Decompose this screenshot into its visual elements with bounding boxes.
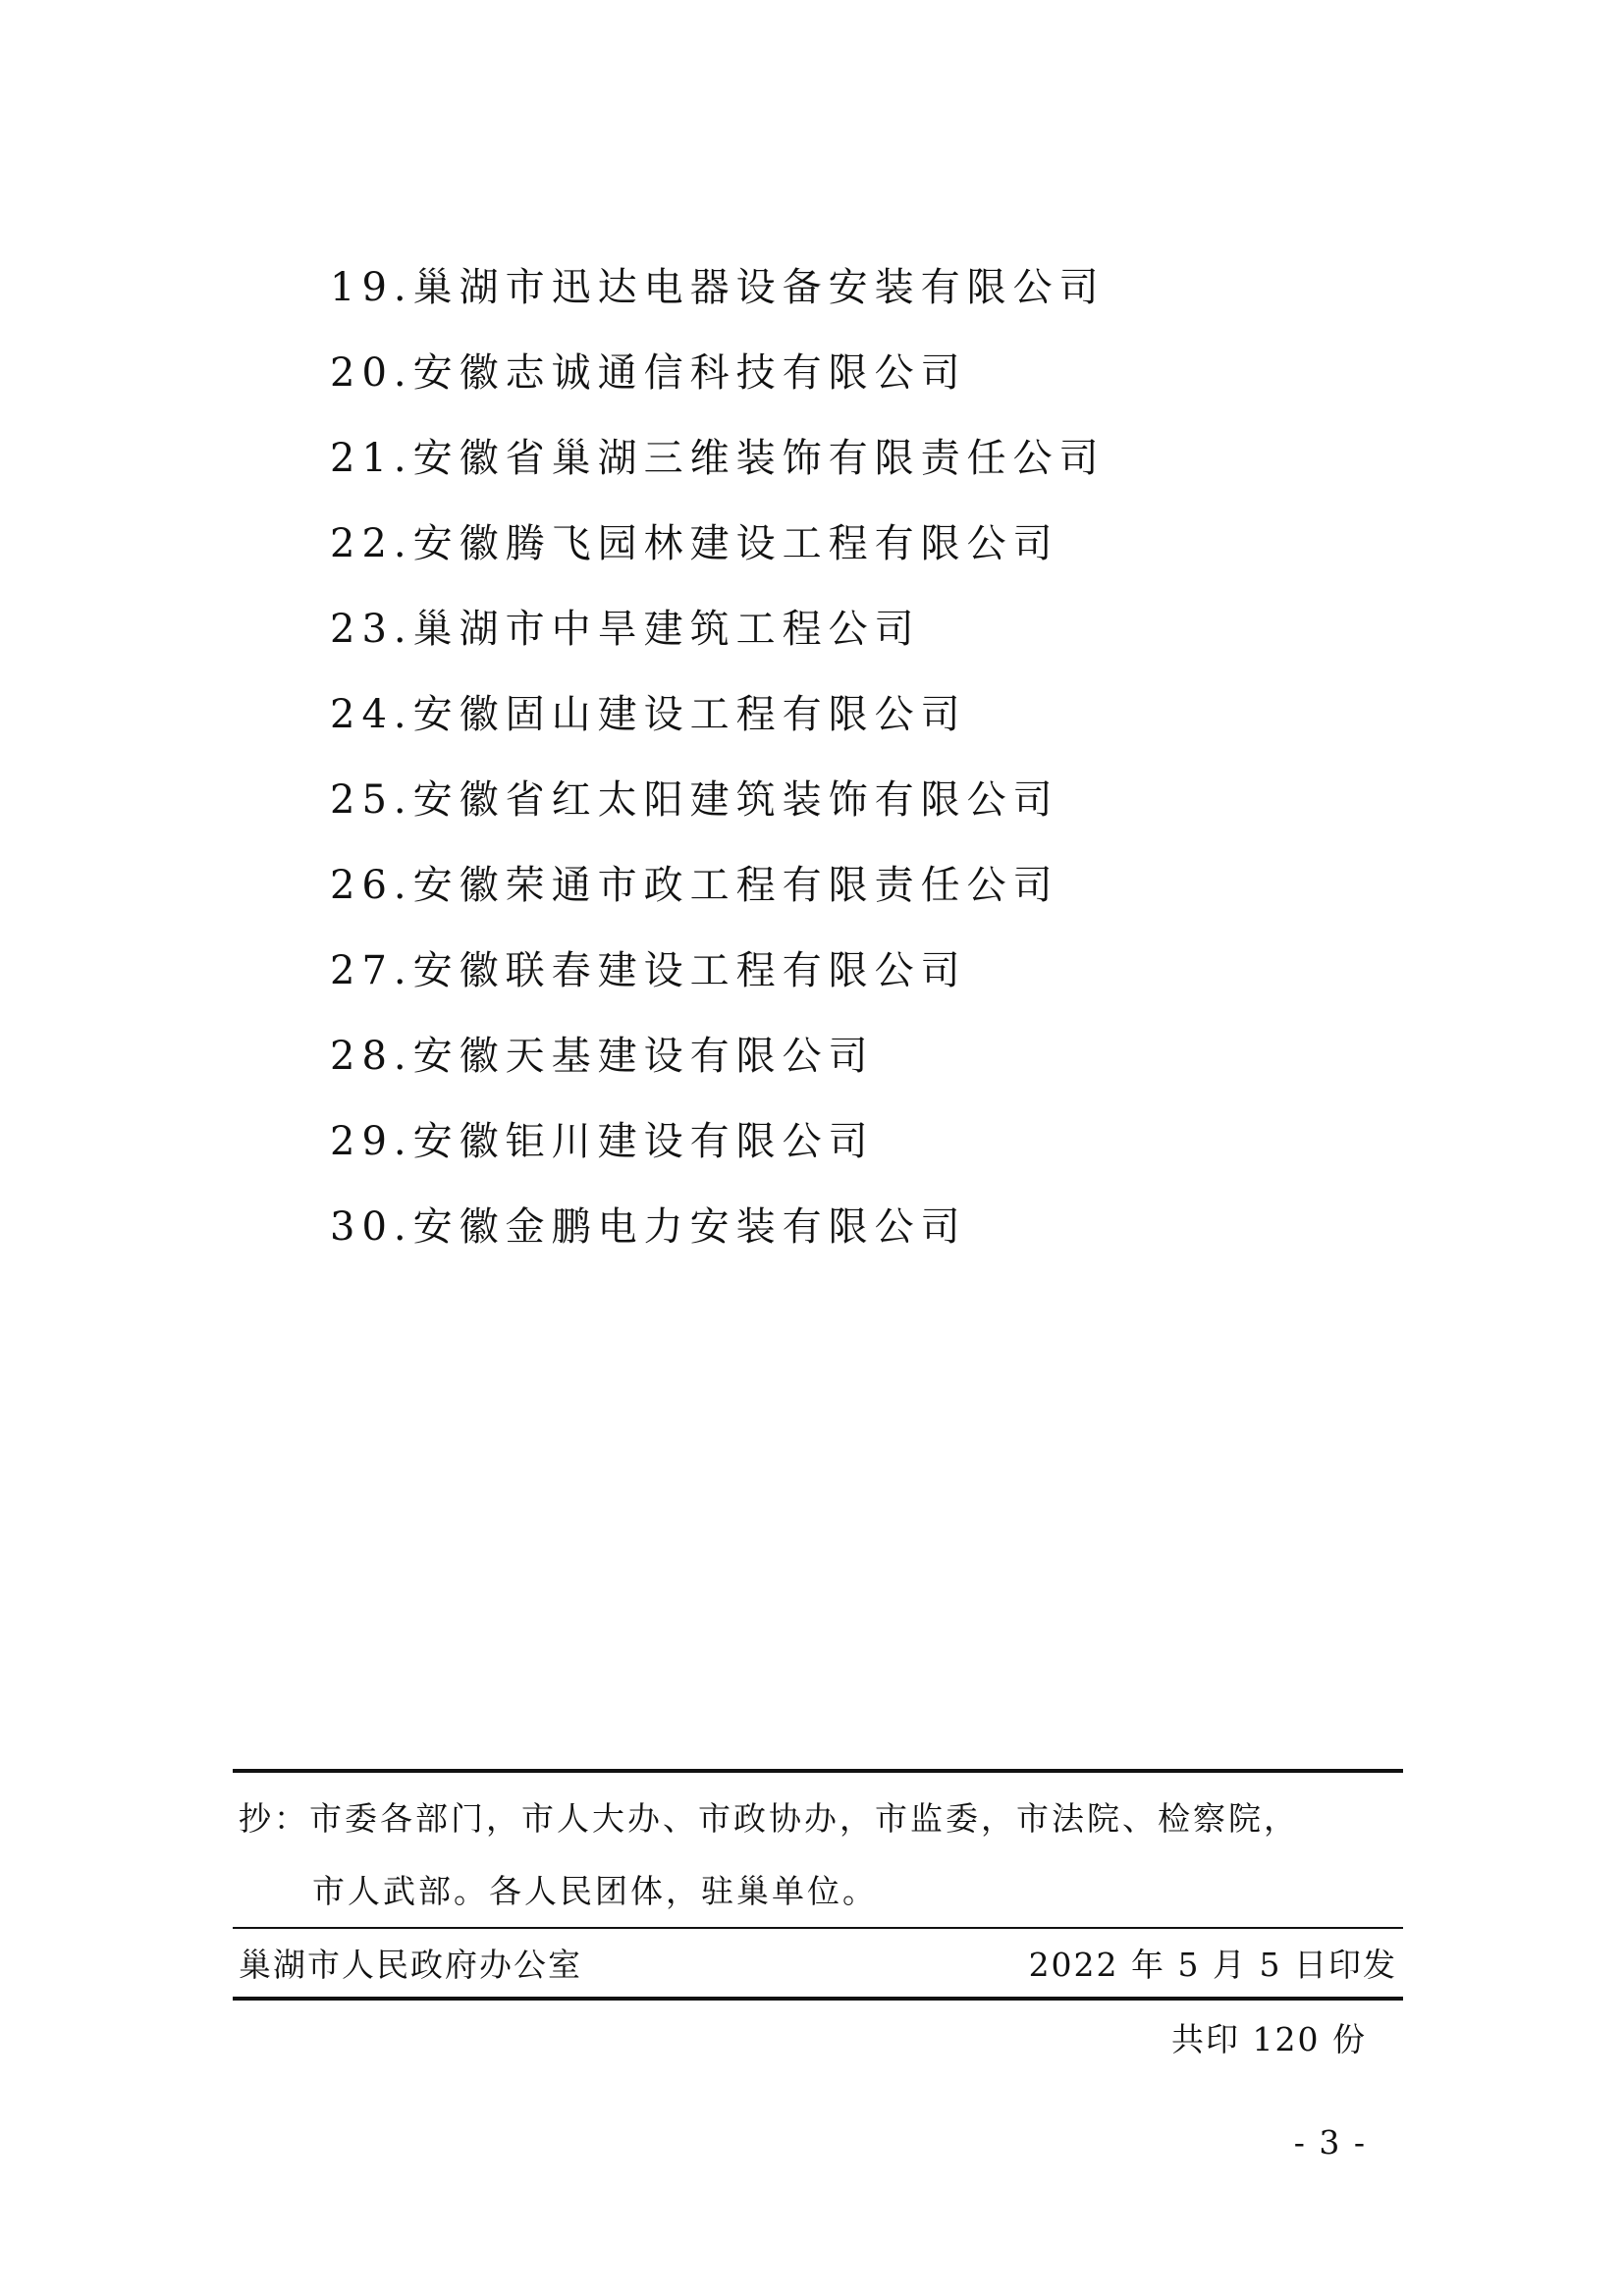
issuer: 巢湖市人民政府办公室: [239, 1946, 582, 1984]
list-item: 30.安徽金鹏电力安装有限公司: [330, 1204, 967, 1250]
list-item: 23.巢湖市中旱建筑工程公司: [330, 607, 921, 652]
cc-line-1: [239, 1783, 1397, 1855]
footer-top-rule: [233, 1769, 1403, 1773]
list-item: 28.安徽天基建设有限公司: [330, 1034, 875, 1079]
issuer-row: [239, 1936, 1397, 1995]
list-item: 19.巢湖市迅达电器设备安装有限公司: [330, 265, 1106, 310]
footer-middle-rule: [233, 1927, 1403, 1929]
list-item: 29.安徽钜川建设有限公司: [330, 1119, 875, 1164]
footer-bottom-rule: [233, 1997, 1403, 2001]
cc-block: [239, 1783, 1397, 1928]
list-item: 20.安徽志诚通信科技有限公司: [330, 350, 967, 396]
cc-prefix: 抄：: [239, 1799, 309, 1838]
copies-count: 共印 120 份: [1171, 2020, 1367, 2058]
company-list: [330, 245, 1106, 1270]
list-item: 22.安徽腾飞园林建设工程有限公司: [330, 521, 1059, 566]
cc-recipients-1: 市委各部门，市人大办、市政协办，市监委，市法院、检察院，: [309, 1799, 1299, 1838]
list-item: 21.安徽省巢湖三维装饰有限责任公司: [330, 436, 1106, 481]
list-item: 26.安徽荣通市政工程有限责任公司: [330, 863, 1059, 908]
list-item: 25.安徽省红太阳建筑装饰有限公司: [330, 777, 1059, 823]
issue-date: 2022 年 5 月 5 日印发: [1028, 1946, 1397, 1984]
list-item: 24.安徽固山建设工程有限公司: [330, 692, 967, 737]
page-number: - 3 -: [1293, 2123, 1367, 2162]
list-item: 27.安徽联春建设工程有限公司: [330, 948, 967, 993]
cc-recipients-2: 市人武部。各人民团体，驻巢单位。: [312, 1872, 878, 1910]
